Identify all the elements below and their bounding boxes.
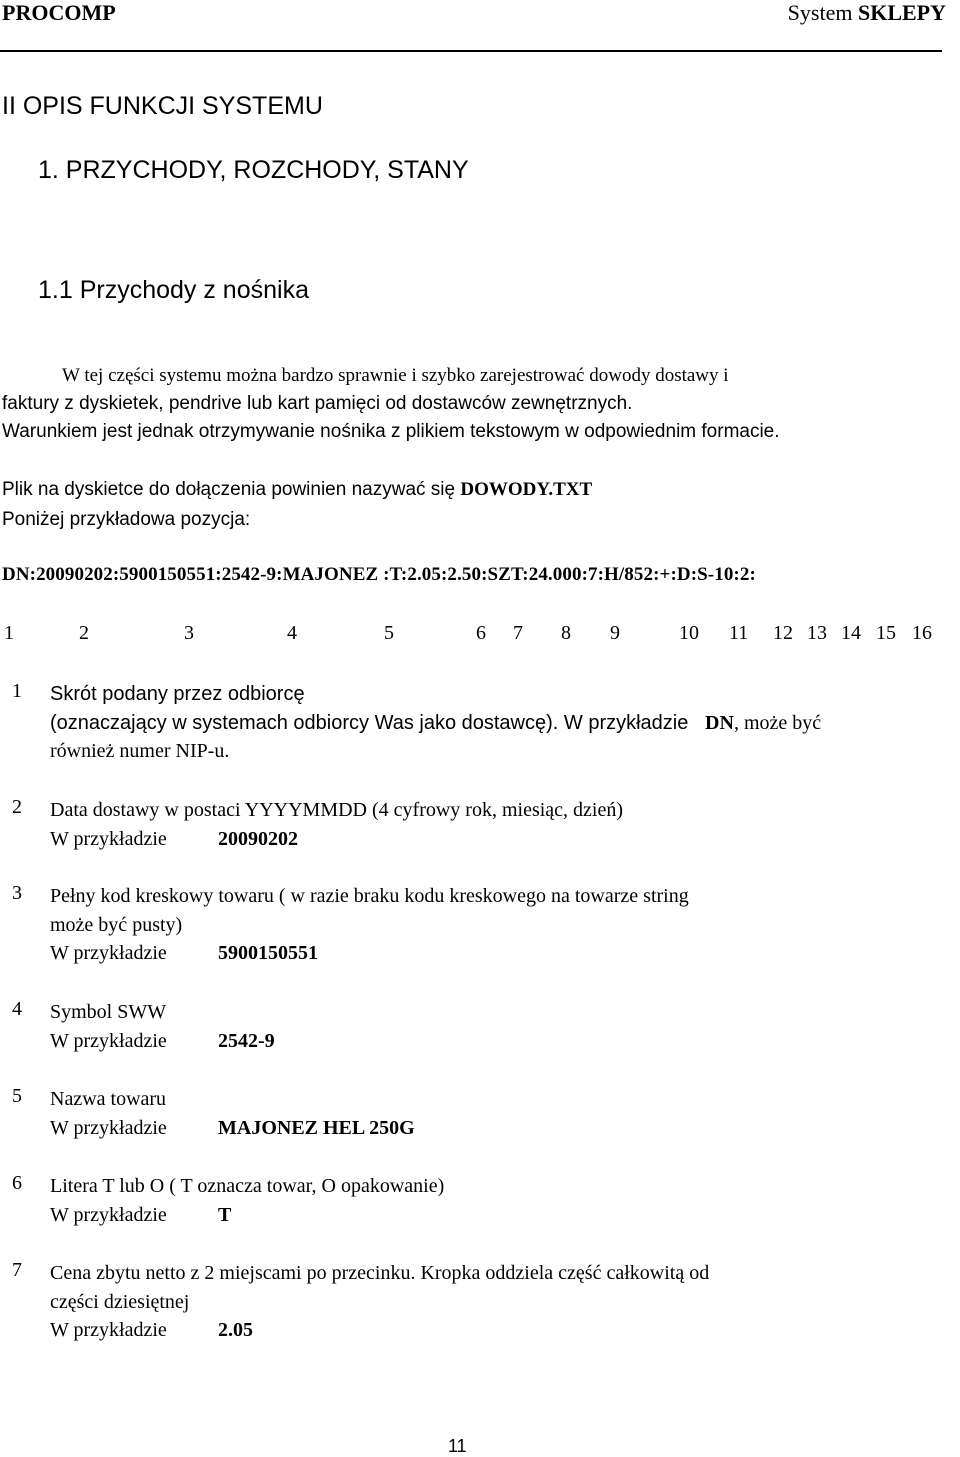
field-number: 14 <box>841 622 861 644</box>
item-example <box>50 825 623 854</box>
file-instruction-text: Plik na dyskietce do dołączenia powinien nazywać się <box>2 479 456 500</box>
example-label: W przykładzie <box>50 942 167 964</box>
file-instruction <box>2 476 592 504</box>
sample-record: DN:20090202:5900150551:2542-9:MAJONEZ :T:2.05:2.50:SZT:24.000:7:H/852:+:D:S-10:2: <box>2 564 756 585</box>
field-number: 3 <box>184 622 194 644</box>
field-number: 10 <box>679 622 699 644</box>
intro-line-1: W tej części systemu można bardzo sprawnie i szybko zarejestrować dowody dostawy i <box>62 365 729 386</box>
item-text <box>50 1085 415 1142</box>
item-line <box>50 709 821 738</box>
item-example <box>50 1316 709 1345</box>
example-value: 5900150551 <box>218 942 318 964</box>
example-label: W przykładzie <box>50 1116 167 1139</box>
example-value: T <box>218 1203 232 1226</box>
field-number: 4 <box>287 622 297 644</box>
item-line: może być pusty) <box>50 913 183 936</box>
example-label: W przykładzie <box>50 827 167 850</box>
item-example <box>50 1027 275 1056</box>
item-line: Litera T lub O ( T oznacza towar, O opakowanie) <box>50 1175 445 1197</box>
example-value: DN <box>705 711 734 734</box>
example-label: W przykładzie <box>50 1203 167 1226</box>
header-company: PROCOMP <box>2 0 116 25</box>
subsection-heading: 1.1 Przychody z nośnika <box>38 276 309 304</box>
page-number: 11 <box>448 1436 467 1456</box>
intro-line-3: Warunkiem jest jednak otrzymywanie nośnika z plikiem tekstowym w odpowiednim formacie. <box>2 421 780 442</box>
intro-line-2: faktury z dyskietek, pendrive lub kart pamięci od dostawców zewnętrznych. <box>2 393 633 414</box>
field-number: 9 <box>610 622 620 644</box>
item-line: Nazwa towaru <box>50 1088 167 1110</box>
section-heading: 1. PRZYCHODY, ROZCHODY, STANY <box>38 156 469 184</box>
field-number: 16 <box>912 622 932 644</box>
item-text <box>50 882 689 968</box>
item-number: 2 <box>12 796 22 818</box>
item-example <box>50 1201 444 1230</box>
chapter-heading: II OPIS FUNKCJI SYSTEMU <box>2 92 323 120</box>
item-line: również numer NIP-u. <box>50 740 230 762</box>
item-text <box>50 1172 444 1229</box>
item-number: 3 <box>12 882 22 904</box>
field-number: 15 <box>876 622 896 644</box>
field-number: 11 <box>729 622 749 644</box>
example-value: 20090202 <box>218 827 298 850</box>
field-number: 8 <box>561 622 571 644</box>
field-number: 6 <box>476 622 486 644</box>
item-line: części dziesiętnej <box>50 1290 190 1313</box>
header-system <box>788 0 946 26</box>
item-line: Pełny kod kreskowy towaru ( w razie braku kodu kreskowego na towarze string <box>50 885 689 907</box>
field-number: 12 <box>773 622 793 644</box>
header-system-prefix: System <box>787 0 853 25</box>
field-number: 1 <box>4 622 14 644</box>
field-number: 5 <box>384 622 394 644</box>
item-text <box>50 796 623 853</box>
field-number: 7 <box>513 622 523 644</box>
example-label: W przykładzie <box>50 1029 167 1052</box>
sample-label: Poniżej przykładowa pozycja: <box>2 509 251 530</box>
header-divider <box>0 50 942 52</box>
item-text <box>50 998 275 1055</box>
item-line: Symbol SWW <box>50 1001 167 1023</box>
item-line: Data dostawy w postaci YYYYMMDD (4 cyfrowy rok, miesiąc, dzień) <box>50 799 624 821</box>
header-system-name: SKLEPY <box>857 0 946 25</box>
item-line-text: (oznaczający w systemach odbiorcy Was jako dostawcę). W przykładzie <box>50 711 689 734</box>
item-number: 1 <box>12 680 22 702</box>
example-value: 2542-9 <box>218 1029 275 1052</box>
item-number: 5 <box>12 1085 22 1107</box>
item-line: Cena zbytu netto z 2 miejscami po przecinku. Kropka oddziela część całkowitą od <box>50 1262 710 1284</box>
item-example <box>50 939 689 968</box>
example-label: W przykładzie <box>50 1319 167 1341</box>
item-text <box>50 680 821 766</box>
item-example <box>50 1114 415 1143</box>
field-number: 2 <box>79 622 89 644</box>
item-number: 4 <box>12 998 22 1020</box>
item-number: 7 <box>12 1259 22 1281</box>
field-number: 13 <box>807 622 827 644</box>
item-line: Skrót podany przez odbiorcę <box>50 683 305 705</box>
file-name: DOWODY.TXT <box>460 479 593 500</box>
example-value: 2.05 <box>218 1319 253 1341</box>
item-line-text: , może być <box>733 711 822 734</box>
example-value: MAJONEZ HEL 250G <box>218 1116 415 1139</box>
item-text <box>50 1259 709 1345</box>
item-number: 6 <box>12 1172 22 1194</box>
